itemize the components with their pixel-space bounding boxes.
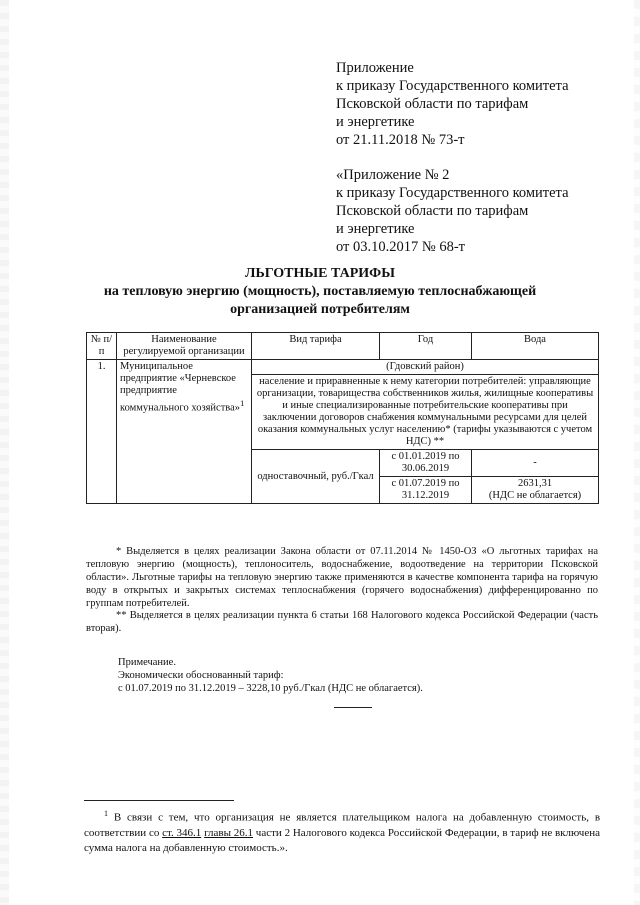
separator-line: [334, 707, 372, 708]
footnote-separator: [84, 800, 234, 801]
remark-block: [118, 656, 423, 695]
remark-line: Экономически обоснованный тариф:: [118, 670, 284, 681]
appendix-line: к приказу Государственного комитета: [336, 78, 569, 94]
period-cell: с 01.07.2019 по 31.12.2019: [380, 477, 472, 504]
water-value: 2631,31: [517, 478, 553, 489]
footnote-text: В связи с тем, что организация не является плательщиком налога на добавленную стоимость, в соответствии со: [84, 811, 601, 839]
appendix-line: от 21.11.2018 № 73-т: [336, 132, 465, 148]
tariff-type-cell: одноставочный, руб./Гкал: [252, 450, 380, 504]
document-title: ЛЬГОТНЫЕ ТАРИФЫ: [245, 266, 395, 281]
org-name-cell: [117, 360, 252, 504]
remark-line: с 01.07.2019 по 31.12.2019 – 3228,10 руб./Гкал (НДС не облагается).: [118, 683, 423, 694]
note-1: * Выделяется в целях реализации Закона области от 07.11.2014 № 1450-ОЗ «О льготных тарифах на тепловую энергию (мощность), теплоноситель, водоснабжение, водоотведение на территории Псковской области». Льготные тарифы на тепловую энергию также применяются в качестве компонента тарифа на горячую воду в открытых и закрытых системах теплоснабжения (горячего водоснабжения) дифференцированно по группам потребителей.: [86, 546, 598, 609]
law-article-link[interactable]: ст. 346.1: [162, 826, 202, 839]
appendix2-line: «Приложение № 2: [336, 167, 450, 183]
row-number: 1.: [87, 360, 117, 504]
header-year: Год: [380, 333, 472, 360]
header-water: Вода: [472, 333, 599, 360]
appendix2-line: к приказу Государственного комитета: [336, 185, 569, 201]
scan-edge-right: [634, 0, 640, 905]
document-subtitle: на тепловую энергию (мощность), поставляемую теплоснабжающей: [103, 284, 537, 299]
table-header-row: [87, 333, 599, 360]
period-cell: с 01.01.2019 по 30.06.2019: [380, 450, 472, 477]
footnote-text-end: части 2 Налогового кодекса Российской Федерации, в тариф не включена сумма налога на добавленную стоимость.».: [84, 826, 600, 854]
water-value-cell: [472, 477, 599, 504]
org-footnote-ref: 1: [240, 398, 245, 408]
scan-edge-left: [0, 0, 9, 905]
table-row: [87, 360, 599, 375]
law-chapter-link[interactable]: главы 26.1: [204, 826, 254, 839]
header-num: № п/п: [87, 333, 117, 360]
org-name: Муниципальное предприятие «Черневское предприятие коммунального хозяйства»: [120, 361, 241, 414]
document-subtitle-cont: организацией потребителям: [230, 302, 410, 317]
appendix2-header: [336, 166, 569, 256]
footnote-number: 1: [104, 809, 108, 818]
tariff-table: [86, 332, 599, 504]
appendix-line: Псковской области по тарифам: [336, 96, 529, 112]
water-value-cell: -: [472, 450, 599, 477]
header-tariff-type: Вид тарифа: [252, 333, 380, 360]
page-footnote: [84, 806, 600, 856]
header-org: Наименование регулируемой организации: [117, 333, 252, 360]
appendix-line: и энергетике: [336, 114, 415, 130]
appendix-header: [336, 59, 569, 149]
note-2: ** Выделяется в целях реализации пункта 6 статьи 168 Налогового кодекса Российской Федерации (часть вторая).: [86, 610, 598, 634]
water-value-note: (НДС не облагается): [488, 490, 582, 501]
appendix-line: Приложение: [336, 60, 414, 76]
remark-heading: Примечание.: [118, 657, 176, 668]
consumer-category-cell: население и приравненные к нему категории потребителей: управляющие организации, товарищества собственников жилья, жилищные кооперативы и иные специализированные потребительские кооперативы при заключении договоров снабжения коммунальными ресурсами для целей оказания коммунальных услуг населению* (тарифы указываются с учетом НДС) **: [252, 375, 599, 450]
appendix2-line: и энергетике: [336, 221, 415, 237]
appendix2-line: от 03.10.2017 № 68-т: [336, 239, 466, 255]
district-cell: (Гдовский район): [252, 360, 599, 375]
appendix2-line: Псковской области по тарифам: [336, 203, 529, 219]
